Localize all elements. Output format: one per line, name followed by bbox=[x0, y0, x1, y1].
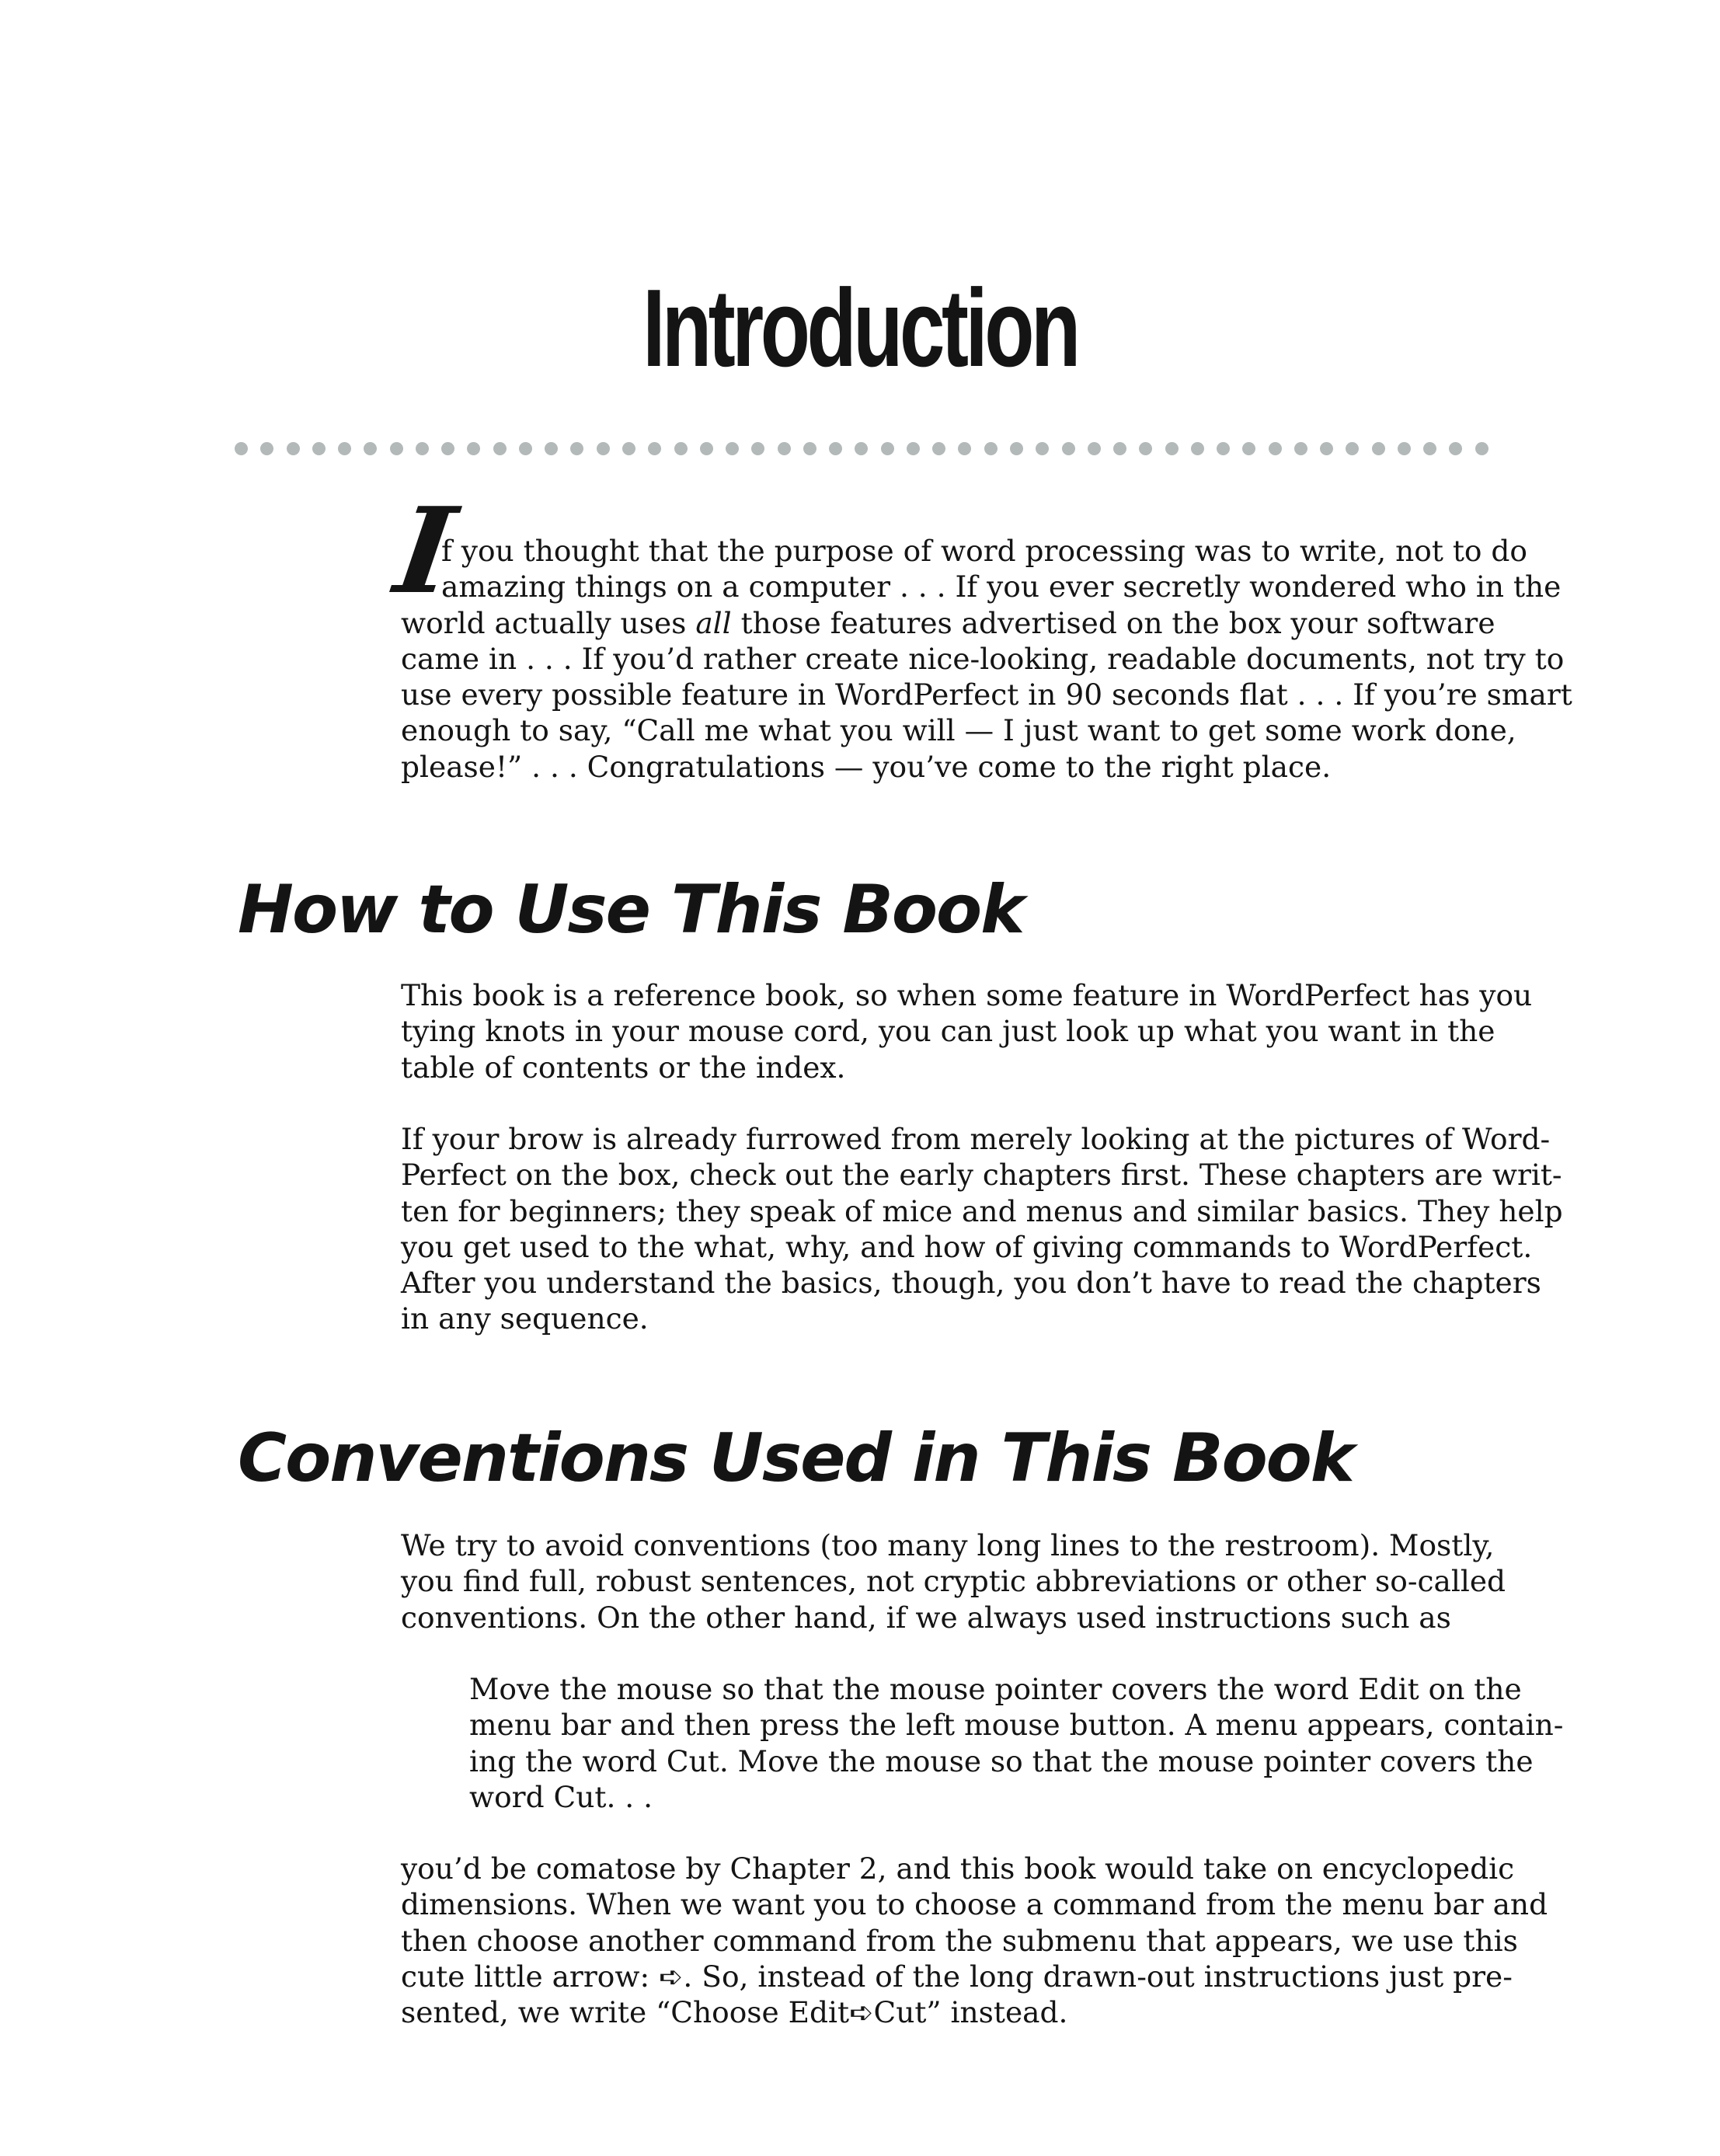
text-line: sented, we write “Choose Edit➪Cut” instead. bbox=[401, 1995, 1068, 2030]
divider-dot bbox=[881, 442, 894, 455]
text-line: cute little arrow: ➪. So, instead of the long drawn-out instructions just pre- bbox=[401, 1959, 1513, 1994]
divider-dot bbox=[235, 442, 248, 455]
text-line: you find full, robust sentences, not cryptic abbreviations or other so-called bbox=[401, 1564, 1506, 1599]
page-title: Introduction bbox=[642, 266, 1078, 390]
divider-dot bbox=[1475, 442, 1488, 455]
quote-line: word Cut. . . bbox=[469, 1779, 653, 1814]
divider-dot bbox=[312, 442, 326, 455]
intro-line: enough to say, “Call me what you will — I just want to get some work done, bbox=[401, 713, 1516, 748]
divider-dot bbox=[803, 442, 816, 455]
how-to-use-paragraph-1 bbox=[401, 977, 1533, 1085]
divider-dot bbox=[1088, 442, 1101, 455]
text-line: dimensions. When we want you to choose a command from the menu bar and bbox=[401, 1887, 1548, 1922]
divider-dot bbox=[1320, 442, 1333, 455]
conventions-paragraph-2 bbox=[401, 1851, 1548, 2030]
intro-paragraph bbox=[401, 533, 1572, 785]
intro-text-segment: world actually uses bbox=[401, 605, 696, 640]
quote-line: ing the word Cut. Move the mouse so that the mouse pointer covers the bbox=[469, 1743, 1534, 1778]
divider-dot bbox=[1242, 442, 1255, 455]
divider-dot bbox=[364, 442, 377, 455]
section-heading-conventions: Conventions Used in This Book bbox=[238, 1419, 1353, 1497]
divider-dot bbox=[855, 442, 868, 455]
intro-line: came in . . . If you’d rather create nice-looking, readable documents, not try to bbox=[401, 641, 1565, 676]
divider-dot bbox=[1398, 442, 1411, 455]
divider-dot bbox=[545, 442, 558, 455]
divider-dot bbox=[1294, 442, 1307, 455]
drop-cap: I bbox=[388, 481, 463, 620]
divider-dot bbox=[260, 442, 273, 455]
divider-dot bbox=[984, 442, 998, 455]
divider-dot bbox=[778, 442, 791, 455]
conventions-paragraph-1 bbox=[401, 1527, 1506, 1635]
text-line: in any sequence. bbox=[401, 1301, 649, 1336]
divider-dot bbox=[597, 442, 610, 455]
text-line: ten for beginners; they speak of mice and menus and similar basics. They help bbox=[401, 1193, 1563, 1228]
divider-dot bbox=[1036, 442, 1049, 455]
section-heading-how-to-use: How to Use This Book bbox=[238, 871, 1024, 949]
text-line: table of contents or the index. bbox=[401, 1050, 846, 1085]
divider-dot bbox=[751, 442, 764, 455]
intro-line: use every possible feature in WordPerfect in 90 seconds flat . . . If you’re smart bbox=[401, 677, 1572, 712]
divider-dot bbox=[1423, 442, 1436, 455]
text-line: conventions. On the other hand, if we always used instructions such as bbox=[401, 1600, 1451, 1635]
divider-dot bbox=[1372, 442, 1385, 455]
text-line: then choose another command from the submenu that appears, we use this bbox=[401, 1923, 1518, 1958]
quote-line: menu bar and then press the left mouse button. A menu appears, contain- bbox=[469, 1708, 1564, 1743]
divider-dot bbox=[1217, 442, 1230, 455]
divider-dot bbox=[674, 442, 688, 455]
divider-dot bbox=[570, 442, 583, 455]
divider-dot bbox=[907, 442, 920, 455]
quote-line: Move the mouse so that the mouse pointer covers the word Edit on the bbox=[469, 1672, 1522, 1706]
divider-dot bbox=[390, 442, 403, 455]
intro-line bbox=[401, 605, 1495, 641]
divider-dot bbox=[1139, 442, 1152, 455]
intro-line: amazing things on a computer . . . If you ever secretly wondered who in the bbox=[441, 569, 1562, 604]
divider-dot bbox=[467, 442, 480, 455]
divider-dot bbox=[958, 442, 971, 455]
divider-dot bbox=[1165, 442, 1179, 455]
text-line: you’d be comatose by Chapter 2, and this book would take on encyclopedic bbox=[401, 1851, 1515, 1886]
intro-emphasis: all bbox=[695, 605, 732, 640]
divider-dot bbox=[1010, 442, 1023, 455]
how-to-use-paragraph-2 bbox=[401, 1121, 1563, 1337]
divider-dot bbox=[648, 442, 661, 455]
text-line: This book is a reference book, so when some feature in WordPerfect has you bbox=[401, 978, 1533, 1012]
intro-line: f you thought that the purpose of word processing was to write, not to do bbox=[441, 534, 1527, 568]
dotted-divider bbox=[235, 441, 1488, 456]
text-line: We try to avoid conventions (too many long lines to the restroom). Mostly, bbox=[401, 1528, 1495, 1562]
divider-dot bbox=[622, 442, 635, 455]
divider-dot bbox=[493, 442, 507, 455]
divider-dot bbox=[1191, 442, 1204, 455]
divider-dot bbox=[1113, 442, 1126, 455]
divider-dot bbox=[441, 442, 454, 455]
divider-dot bbox=[1269, 442, 1282, 455]
divider-dot bbox=[287, 442, 300, 455]
intro-text-segment: those features advertised on the box your software bbox=[731, 605, 1495, 640]
conventions-block-quote bbox=[469, 1671, 1564, 1815]
divider-dot bbox=[932, 442, 945, 455]
divider-dot bbox=[700, 442, 713, 455]
divider-dot bbox=[1062, 442, 1075, 455]
intro-line: please!” . . . Congratulations — you’ve come to the right place. bbox=[401, 749, 1332, 784]
text-line: If your brow is already furrowed from merely looking at the pictures of Word- bbox=[401, 1122, 1551, 1156]
text-line: you get used to the what, why, and how of giving commands to WordPerfect. bbox=[401, 1229, 1533, 1264]
text-line: After you understand the basics, though, you don’t have to read the chapters bbox=[401, 1266, 1541, 1301]
divider-dot bbox=[1346, 442, 1359, 455]
divider-dot bbox=[1449, 442, 1462, 455]
text-line: Perfect on the box, check out the early chapters first. These chapters are writ- bbox=[401, 1158, 1562, 1193]
divider-dot bbox=[726, 442, 739, 455]
divider-dot bbox=[519, 442, 532, 455]
text-line: tying knots in your mouse cord, you can just look up what you want in the bbox=[401, 1014, 1495, 1049]
divider-dot bbox=[338, 442, 351, 455]
divider-dot bbox=[829, 442, 842, 455]
divider-dot bbox=[416, 442, 429, 455]
